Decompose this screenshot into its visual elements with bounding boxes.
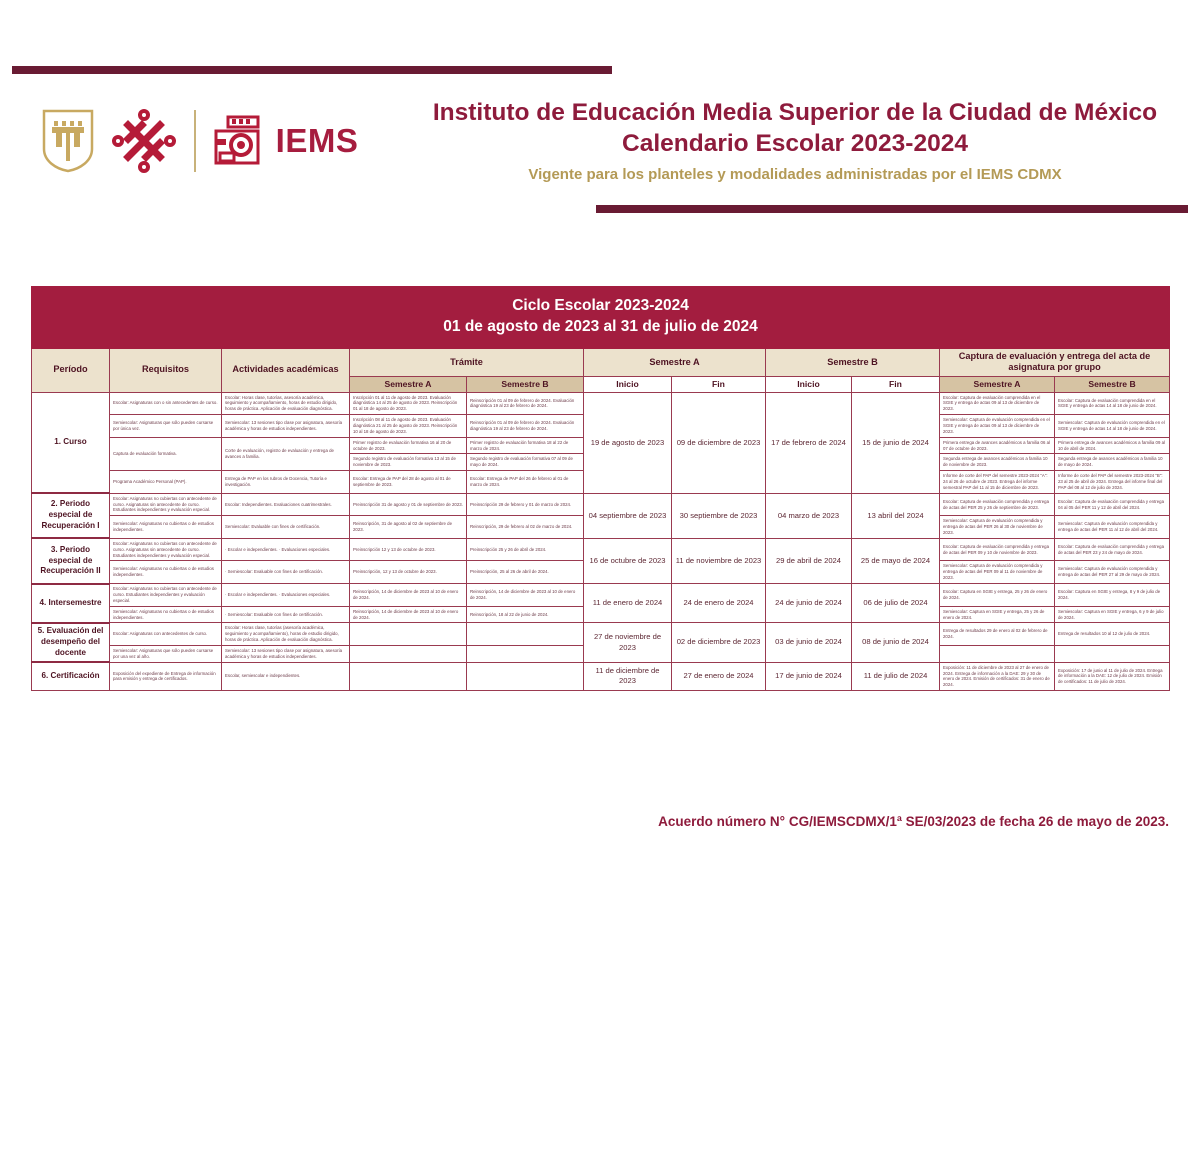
tramite-sem-b-cell <box>467 645 584 662</box>
sem-a-inicio-cell: 11 de enero de 2024 <box>584 584 672 623</box>
cdmx-knot-icon <box>108 105 180 177</box>
sem-b-inicio-cell: 29 de abril de 2024 <box>766 538 852 583</box>
col-header-sem-a-inicio: Inicio <box>584 376 672 392</box>
tramite-sem-a-cell: Primer registro de evaluación formativa 16 al 20 de octubre de 2023. <box>350 437 467 454</box>
captura-sem-a-cell: Semiescolar: Captura de evaluación comprendida y entrega de actas del PER 26 al 30 de noviembre de 2023. <box>940 516 1055 539</box>
sem-b-inicio-cell: 24 de junio de 2024 <box>766 584 852 623</box>
tramite-sem-a-cell: Reinscripción, 31 de agosto al 02 de septiembre de 2023. <box>350 516 467 539</box>
captura-sem-a-cell: Primera entrega de avances académicos a familia 06 al 07 de octubre de 2023. <box>940 437 1055 454</box>
captura-sem-a-cell: Escolar: Captura en SGIE y entrega, 25 y 26 de enero de 2024. <box>940 584 1055 607</box>
col-header-captura: Captura de evaluación y entrega del acta de asignatura por grupo <box>940 348 1170 376</box>
tramite-sem-a-cell <box>350 623 467 646</box>
tramite-sem-b-cell: Reinscripción, 18 al 22 de junio de 2024. <box>467 606 584 623</box>
captura-sem-a-cell: Semiescolar: Captura en SGIE y entrega, 25 y 26 de enero de 2024. <box>940 606 1055 623</box>
sem-b-fin-cell: 08 de junio de 2024 <box>852 623 940 662</box>
captura-sem-b-cell: Semiescolar: Captura de evaluación comprendida en el SGIE y entrega de actas 14 al 18 de junio de 2024. <box>1055 415 1170 438</box>
sem-a-inicio-cell: 04 septiembre de 2023 <box>584 493 672 538</box>
tramite-sem-b-cell: Reinscripción, 29 de febrero al 02 de marzo de 2024. <box>467 516 584 539</box>
requisitos-cell: Semiescolar: Asignaturas que sólo pueden cursarse por única vez. <box>110 415 222 438</box>
captura-sem-b-cell: Escolar: Captura de evaluación comprendida y entrega de actas del PER 23 y 24 de mayo de 2024. <box>1055 538 1170 561</box>
tramite-sem-b-cell: Reinscripción 01 al 09 de febrero de 2024. Evaluación diagnóstica 19 al 23 de febrero de 2024. <box>467 392 584 415</box>
sem-a-fin-cell: 30 septiembre de 2023 <box>672 493 766 538</box>
tramite-sem-b-cell: Preinscripción 29 de febrero y 01 de marzo de 2024. <box>467 493 584 516</box>
header-rule-top <box>12 66 612 74</box>
tramite-sem-b-cell: Preinscripción 25 y 26 de abril de 2024. <box>467 538 584 561</box>
cycle-banner <box>32 287 1170 349</box>
requisitos-cell: Semiescolar: Asignaturas no cubiertas o de estudios independientes. <box>110 561 222 584</box>
tramite-sem-a-cell: Reinscripción, 14 de diciembre de 2023 al 10 de enero de 2024. <box>350 606 467 623</box>
table-row <box>32 392 1170 415</box>
iems-wordmark: IEMS <box>275 122 359 159</box>
actividades-cell: Semiescolar: 13 sesiones tipo clase por asignatura, asesoría académica y horas de estudios independientes. <box>222 415 350 438</box>
tramite-sem-b-cell: Reinscripción, 14 de diciembre de 2023 al 10 de enero de 2024. <box>467 584 584 607</box>
period-cell: 3. Periodo especial de Recuperación II <box>32 538 110 583</box>
sem-a-inicio-cell: 11 de diciembre de 2023 <box>584 662 672 690</box>
col-header-periodo: Período <box>32 348 110 392</box>
col-header-captura-sem-b: Semestre B <box>1055 376 1170 392</box>
page-header <box>0 86 1200 196</box>
captura-sem-b-cell: Semiescolar: Captura de evaluación comprendida y entrega de actas del PER 11 al 12 de abril del 2024. <box>1055 516 1170 539</box>
col-header-tramite: Trámite <box>350 348 584 376</box>
period-cell: 4. Intersemestre <box>32 584 110 623</box>
sem-a-fin-cell: 11 de noviembre de 2023 <box>672 538 766 583</box>
header-titles <box>400 99 1200 184</box>
requisitos-cell: Escolar: Asignaturas no cubiertas con antecedente de curso. Asignaturas sin antecedente de curso. Estudiantes independientes y evaluación especial. <box>110 493 222 516</box>
sem-b-fin-cell: 06 de julio de 2024 <box>852 584 940 623</box>
col-header-sem-b-inicio: Inicio <box>766 376 852 392</box>
sem-b-inicio-cell: 04 marzo de 2023 <box>766 493 852 538</box>
sem-a-fin-cell: 09 de diciembre de 2023 <box>672 392 766 493</box>
sem-a-inicio-cell: 19 de agosto de 2023 <box>584 392 672 493</box>
agreement-footer: Acuerdo número N° CG/IEMSCDMX/1ª SE/03/2023 de fecha 26 de mayo de 2023. <box>658 814 1169 829</box>
captura-sem-a-cell: Segunda entrega de avances académicos a familia 10 de noviembre de 2023. <box>940 454 1055 471</box>
captura-sem-b-cell: Escolar: Captura en SGIE y entrega, 8 y 9 de julio de 2024. <box>1055 584 1170 607</box>
actividades-cell: · Semiescolar: Evaluable con fines de certificación. <box>222 606 350 623</box>
tramite-sem-a-cell: Preinscripción 31 de agosto y 01 de septiembre de 2023. <box>350 493 467 516</box>
document-subtitle: Vigente para los planteles y modalidades administradas por el IEMS CDMX <box>528 166 1062 184</box>
table-row <box>32 662 1170 690</box>
requisitos-cell: Escolar: Asignaturas no cubiertas con antecedente de curso. Asignaturas sin antecedente de curso. Estudiantes independientes y evaluación especial. <box>110 538 222 561</box>
tramite-sem-a-cell: Inscripción 01 al 11 de agosto de 2023. Evaluación diagnóstica 14 al 25 de agosto de 2023. Reinscripción 01 al 18 de agosto de 2023. <box>350 392 467 415</box>
captura-sem-b-cell: Primera entrega de avances académicos a familia 09 al 10 de abril de 2024. <box>1055 437 1170 454</box>
captura-sem-b-cell: Entrega de resultados 10 al 12 de julio de 2024. <box>1055 623 1170 646</box>
sem-a-fin-cell: 27 de enero de 2024 <box>672 662 766 690</box>
sem-b-fin-cell: 13 abril del 2024 <box>852 493 940 538</box>
calendar-table-body <box>32 287 1170 691</box>
sem-a-fin-cell: 02 de diciembre de 2023 <box>672 623 766 662</box>
calendar-table <box>31 286 1170 691</box>
sem-b-fin-cell: 15 de junio de 2024 <box>852 392 940 493</box>
captura-sem-a-cell: Entrega de resultados 29 de enero al 02 de febrero de 2024. <box>940 623 1055 646</box>
captura-sem-a-cell: Escolar: Captura de evaluación comprendida en el SGIE y entrega de actas 09 al 13 de diciembre de 2023. <box>940 392 1055 415</box>
tramite-sem-a-cell: Escolar: Entrega de PAP del 28 de agosto al 01 de septiembre de 2023. <box>350 471 467 494</box>
logo-group <box>0 105 400 177</box>
actividades-cell: Escolar, semiescolar e independientes. <box>222 662 350 690</box>
tramite-sem-b-cell: Preinscripción, 25 al 26 de abril de 2024. <box>467 561 584 584</box>
col-header-sem-b-fin: Fin <box>852 376 940 392</box>
sem-a-inicio-cell: 16 de octubre de 2023 <box>584 538 672 583</box>
actividades-cell: Semiescolar: 13 sesiones tipo clase por asignatura, asesoría académica y horas de estudios independientes. <box>222 645 350 662</box>
tramite-sem-a-cell: Reinscripción, 14 de diciembre de 2023 al 10 de enero de 2024. <box>350 584 467 607</box>
header-rule-bottom <box>596 205 1188 213</box>
captura-sem-b-cell: Exposición: 17 de junio al 11 de julio de 2024. Entrega de información a la DAE: 12 de julio de 2024. Emisión de certificados: 11 de julio de 2024. <box>1055 662 1170 690</box>
captura-sem-a-cell: Escolar: Captura de evaluación comprendida y entrega de actas del PER 25 y 26 de septiembre de 2023. <box>940 493 1055 516</box>
banner-row <box>32 287 1170 349</box>
col-header-semestre-a: Semestre A <box>584 348 766 376</box>
captura-sem-a-cell: Escolar: Captura de evaluación comprendida y entrega de actas del PER 09 y 10 de noviembre de 2023. <box>940 538 1055 561</box>
captura-sem-b-cell: Segunda entrega de avances académicos a familia 10 de mayo de 2024. <box>1055 454 1170 471</box>
sem-b-inicio-cell: 03 de junio de 2024 <box>766 623 852 662</box>
table-row <box>32 493 1170 516</box>
actividades-cell: Escolar: Horas clase, tutorías (asesoría académica, seguimiento y acompañamiento), horas de estudio dirigido, horas de práctica. Aplicación de evaluación diagnóstica. <box>222 623 350 646</box>
captura-sem-b-cell: Escolar: Captura de evaluación comprendida y entrega 04 al 05 del PER 11 y 12 de abril del 2024. <box>1055 493 1170 516</box>
sem-b-fin-cell: 25 de mayo de 2024 <box>852 538 940 583</box>
table-row <box>32 623 1170 646</box>
captura-sem-a-cell: Exposición: 11 de diciembre de 2023 al 27 de enero de 2024. Entrega de información a la DAE: 29 y 30 de enero de 2024. Emisión de certificados: 31 de enero de 2024. <box>940 662 1055 690</box>
captura-sem-a-cell <box>940 645 1055 662</box>
requisitos-cell: Semiescolar: Asignaturas no cubiertas o de estudios independientes. <box>110 606 222 623</box>
requisitos-cell: Exposición del expediente de Entrega de información para emisión y entrega de certificados. <box>110 662 222 690</box>
period-cell: 5. Evaluación del desempeño del docente <box>32 623 110 662</box>
tramite-sem-b-cell <box>467 662 584 690</box>
tramite-sem-a-cell: Segundo registro de evaluación formativa 13 al 15 de noviembre de 2023. <box>350 454 467 471</box>
sem-b-inicio-cell: 17 de junio de 2024 <box>766 662 852 690</box>
col-header-semestre-b: Semestre B <box>766 348 940 376</box>
captura-sem-b-cell <box>1055 645 1170 662</box>
captura-sem-a-cell: Informe de corte del PAP del semestre 2023-2024 "A": 24 al 26 de octubre de 2023. Entrega del informe semestral PAP del 11 al 15 de diciembre de 2023. <box>940 471 1055 494</box>
sem-a-inicio-cell: 27 de noviembre de 2023 <box>584 623 672 662</box>
period-cell: 6. Certificación <box>32 662 110 690</box>
actividades-cell: Escolar: Independientes. Evaluaciones cuatrimestrales. <box>222 493 350 516</box>
tramite-sem-b-cell: Segundo registro de evaluación formativa 07 al 09 de mayo de 2024. <box>467 454 584 471</box>
captura-sem-a-cell: Semiescolar: Captura de evaluación comprendida y entrega de actas del PER 09 al 11 de noviembre de 2023. <box>940 561 1055 584</box>
tramite-sem-b-cell: Reinscripción 01 al 09 de febrero de 2024. Evaluación diagnóstica 19 al 23 de febrero de 2024. <box>467 415 584 438</box>
actividades-cell: Semiescolar: Evaluable con fines de certificación. <box>222 516 350 539</box>
col-header-captura-sem-a: Semestre A <box>940 376 1055 392</box>
requisitos-cell: Escolar: Asignaturas no cubiertas con antecedente de curso. Estudiantes independientes y evaluación especial. <box>110 584 222 607</box>
col-header-sem-a-fin: Fin <box>672 376 766 392</box>
document-title: Calendario Escolar 2023-2024 <box>622 129 968 157</box>
captura-sem-b-cell: Escolar: Captura de evaluación comprendida en el SGIE y entrega de actas 14 al 18 de junio de 2024. <box>1055 392 1170 415</box>
period-cell: 1. Curso <box>32 392 110 493</box>
tramite-sem-a-cell: Preinscripción 12 y 13 de octubre de 2023. <box>350 538 467 561</box>
actividades-cell: Corte de evaluación, registro de evaluación y entrega de avances a familia. <box>222 437 350 470</box>
cdmx-shield-icon <box>42 109 94 173</box>
tramite-sem-a-cell <box>350 662 467 690</box>
captura-sem-b-cell: Informe de corte del PAP del semestre 2023-2024 "B": 23 al 25 de abril de 2024. Entrega del informe final del PAP del 08 al 12 de julio de 2024. <box>1055 471 1170 494</box>
tramite-sem-b-cell: Escolar: Entrega de PAP del 26 de febrero al 01 de marzo de 2024. <box>467 471 584 494</box>
sem-a-fin-cell: 24 de enero de 2024 <box>672 584 766 623</box>
tramite-sem-a-cell <box>350 645 467 662</box>
requisitos-cell: Escolar: Asignaturas con antecedentes de curso. <box>110 623 222 646</box>
actividades-cell: Entrega de PAP en los rubros de Docencia, Tutoría e investigación. <box>222 471 350 494</box>
organization-title: Instituto de Educación Media Superior de la Ciudad de México <box>432 98 1158 126</box>
requisitos-cell: Escolar: Asignaturas con o sin antecedentes de curso. <box>110 392 222 415</box>
tramite-sem-b-cell: Primer registro de evaluación formativa 18 al 22 de marzo de 2024. <box>467 437 584 454</box>
tramite-sem-a-cell: Preinscripción, 12 y 13 de octubre de 2023. <box>350 561 467 584</box>
actividades-cell: Escolar: Horas clase, tutorías, asesoría académica, seguimiento y acompañamiento, horas de estudio dirigido, horas de práctica. Aplicación de evaluación diagnóstica. <box>222 392 350 415</box>
iems-emblem-icon <box>210 113 262 169</box>
banner-line-2: 01 de agosto de 2023 al 31 de julio de 2024 <box>443 317 758 335</box>
header-row-1 <box>32 348 1170 376</box>
col-header-tramite-sem-b: Semestre B <box>467 376 584 392</box>
sem-b-inicio-cell: 17 de febrero de 2024 <box>766 392 852 493</box>
tramite-sem-b-cell <box>467 623 584 646</box>
actividades-cell: · Semiescolar: Evaluable con fines de certificación. <box>222 561 350 584</box>
table-row <box>32 584 1170 607</box>
captura-sem-b-cell: Semiescolar: Captura de evaluación comprendida y entrega de actas del PER 27 al 29 de mayo de 2024. <box>1055 561 1170 584</box>
captura-sem-b-cell: Semiescolar: Captura en SGIE y entrega, 6 y 9 de julio de 2024. <box>1055 606 1170 623</box>
requisitos-cell: Captura de evaluación formativa. <box>110 437 222 470</box>
col-header-actividades: Actividades académicas <box>222 348 350 392</box>
requisitos-cell: Semiescolar: Asignaturas que sólo pueden cursarse por una vez al año. <box>110 645 222 662</box>
requisitos-cell: Semiescolar: Asignaturas no cubiertas o de estudios independientes. <box>110 516 222 539</box>
calendar-table-wrapper <box>31 286 1169 691</box>
captura-sem-a-cell: Semiescolar: Captura de evaluación comprendida en el SGIE y entrega de actas 09 al 13 de diciembre de 2023. <box>940 415 1055 438</box>
actividades-cell: · Escolar e independientes. · Evaluaciones especiales. <box>222 584 350 607</box>
logo-divider <box>194 110 196 172</box>
sem-b-fin-cell: 11 de julio de 2024 <box>852 662 940 690</box>
banner-line-1: Ciclo Escolar 2023-2024 <box>512 297 689 314</box>
col-header-requisitos: Requisitos <box>110 348 222 392</box>
period-cell: 2. Periodo especial de Recuperación I <box>32 493 110 538</box>
col-header-tramite-sem-a: Semestre A <box>350 376 467 392</box>
requisitos-cell: Programa Académico Personal (PAP). <box>110 471 222 494</box>
table-row <box>32 538 1170 561</box>
actividades-cell: · Escolar e independientes. · Evaluaciones especiales. <box>222 538 350 561</box>
tramite-sem-a-cell: Inscripción 08 al 11 de agosto de 2023. Evaluación diagnóstica 21 al 25 de agosto de 2023. Reinscripción 10 al 18 de agosto de 2023. <box>350 415 467 438</box>
